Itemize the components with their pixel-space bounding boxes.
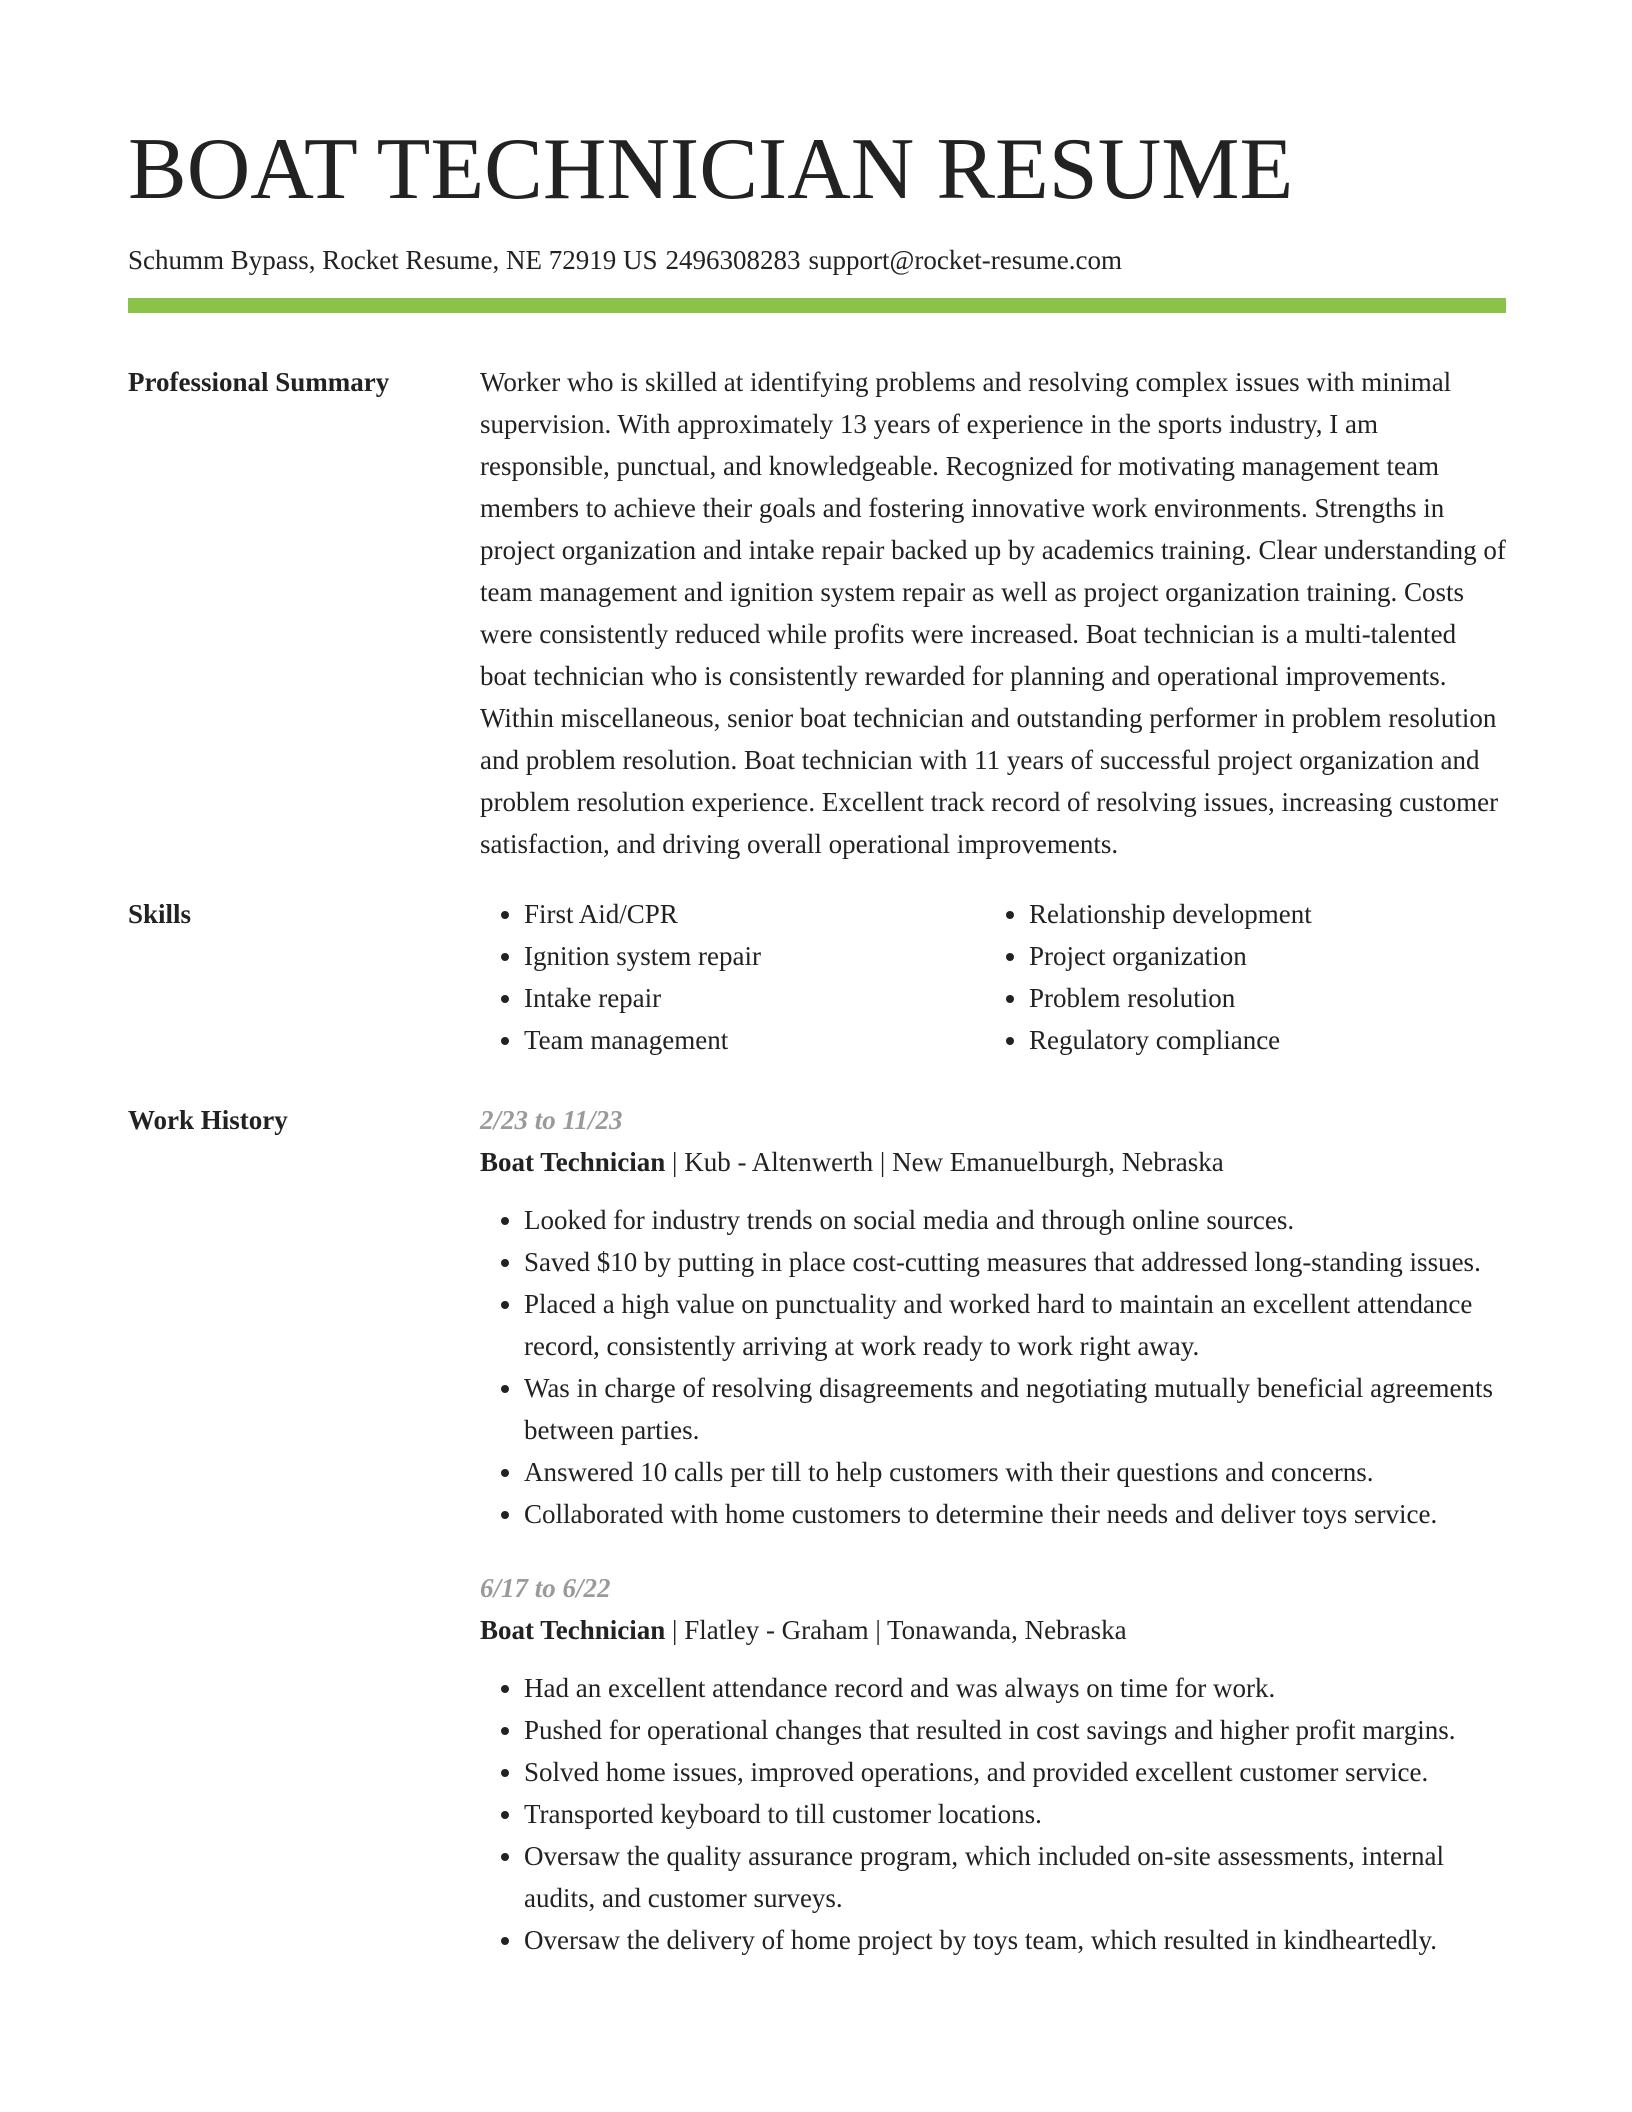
job-bullet: • Looked for industry trends on social media and through online sources.	[524, 1199, 1506, 1241]
contact-email: support@rocket-resume.com	[808, 245, 1123, 275]
job-bullet: • Transported keyboard to till customer locations.	[524, 1793, 1506, 1835]
job-title: Boat Technician	[480, 1147, 666, 1177]
skill-item: • First Aid/CPR	[524, 893, 985, 935]
job-title-line	[480, 1141, 1506, 1183]
job-bullet: • Placed a high value on punctuality and worked hard to maintain an excellent attendance record, consistently arriving at work ready to work right away.	[524, 1283, 1506, 1367]
job-entry	[480, 1099, 1506, 1535]
skill-item: • Problem resolution	[1029, 977, 1490, 1019]
job-title-line	[480, 1609, 1506, 1651]
summary-body	[480, 361, 1506, 865]
job-bullet: • Oversaw the quality assurance program, which included on-site assessments, internal audits, and customer surveys.	[524, 1835, 1506, 1919]
job-bullet: • Answered 10 calls per till to help customers with their questions and concerns.	[524, 1451, 1506, 1493]
skills-column-right	[985, 893, 1490, 1061]
resume-page	[128, 0, 1506, 1993]
contact-address: Schumm Bypass, Rocket Resume, NE 72919 US	[128, 245, 658, 275]
job-dates: 2/23 to 11/23	[480, 1105, 623, 1135]
summary-heading: Professional Summary	[128, 367, 390, 397]
skill-item: • Ignition system repair	[524, 935, 985, 977]
job-bullet: • Collaborated with home customers to determine their needs and deliver toys service.	[524, 1493, 1506, 1535]
work-heading: Work History	[128, 1105, 288, 1135]
skill-item: • Intake repair	[524, 977, 985, 1019]
skills-column-left	[480, 893, 985, 1061]
resume-title: BOAT TECHNICIAN RESUME	[128, 121, 1294, 218]
skills-grid	[480, 893, 1506, 1061]
skill-item: • Team management	[524, 1019, 985, 1061]
job-bullet: • Oversaw the delivery of home project by toys team, which resulted in kindheartedly.	[524, 1919, 1506, 1961]
skills-body	[480, 893, 1506, 1061]
job-details: | Kub - Altenwerth | New Emanuelburgh, Nebraska	[665, 1147, 1224, 1177]
summary-section	[128, 361, 1506, 865]
job-bullet: • Saved $10 by putting in place cost-cutting measures that addressed long-standing issues.	[524, 1241, 1506, 1283]
skills-section	[128, 893, 1506, 1061]
job-bullet: • Solved home issues, improved operations, and provided excellent customer service.	[524, 1751, 1506, 1793]
skill-item: • Regulatory compliance	[1029, 1019, 1490, 1061]
job-bullets	[480, 1199, 1506, 1535]
contact-line	[128, 244, 1506, 276]
job-bullets	[480, 1667, 1506, 1961]
header-divider	[128, 298, 1506, 313]
job-bullet: • Was in charge of resolving disagreements and negotiating mutually beneficial agreements between parties.	[524, 1367, 1506, 1451]
job-dates: 6/17 to 6/22	[480, 1573, 611, 1603]
skill-item: • Project organization	[1029, 935, 1490, 977]
job-bullet: • Pushed for operational changes that resulted in cost savings and higher profit margins.	[524, 1709, 1506, 1751]
work-body	[480, 1099, 1506, 1993]
contact-phone: 2496308283	[665, 245, 801, 275]
work-section	[128, 1099, 1506, 1993]
summary-text: Worker who is skilled at identifying problems and resolving complex issues with minimal supervision. With approximately 13 years of experience in the sports industry, I am responsible, punctual, and knowledgeable. Recognized for motivating management team members to achieve their goals and fostering innovative work environments. Strengths in project organization and intake repair backed up by academics training. Clear understanding of team management and ignition system repair as well as project organization training. Costs were consistently reduced while profits were increased. Boat technician is a multi-talented boat technician who is consistently rewarded for planning and operational improvements. Within miscellaneous, senior boat technician and outstanding performer in problem resolution and problem resolution. Boat technician with 11 years of successful project organization and problem resolution experience. Excellent track record of resolving issues, increasing customer satisfaction, and driving overall operational improvements.	[480, 367, 1506, 859]
skill-item: • Relationship development	[1029, 893, 1490, 935]
job-title: Boat Technician	[480, 1615, 666, 1645]
skills-heading: Skills	[128, 899, 192, 929]
job-bullet: • Had an excellent attendance record and was always on time for work.	[524, 1667, 1506, 1709]
job-details: | Flatley - Graham | Tonawanda, Nebraska	[665, 1615, 1127, 1645]
job-entry	[480, 1567, 1506, 1961]
